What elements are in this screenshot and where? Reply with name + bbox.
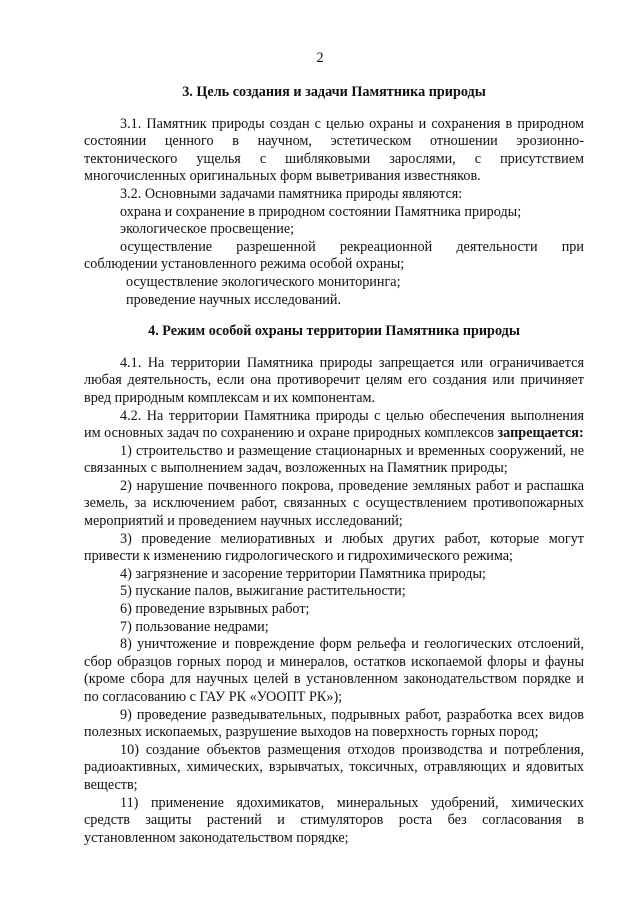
paragraph-4-2 — [84, 408, 584, 443]
prohibition-item: 6) проведение взрывных работ; — [120, 601, 310, 618]
task-item: осуществление разрешенной рекреационной деятельности при — [120, 238, 584, 255]
prohibition-item: 10) создание объектов размещения отходов производства и потребления, радиоактивных, химических, взрывчатых, токсичных, отравляющих и ядовитых веществ; — [84, 741, 584, 793]
paragraph-4-2-text: 4.2. На территории Памятника природы с целью обеспечения выполнения им основных задач по сохранению и охране природных комплексов — [84, 407, 584, 442]
prohibition-item: 7) пользование недрами; — [120, 618, 269, 635]
task-item: проведение научных исследований. — [126, 291, 342, 308]
prohibition-item: 2) нарушение почвенного покрова, проведение земляных работ и распашка земель, за исключением работ, связанных с осуществлением противопожарных мероприятий и проведением научных исследований; — [84, 477, 584, 530]
task-item: осуществление экологического мониторинга; — [126, 273, 401, 290]
task-item-continuation: соблюдении установленного режима особой охраны; — [84, 256, 405, 273]
task-item: охрана и сохранение в природном состоянии Памятника природы; — [120, 203, 522, 220]
prohibition-item: 4) загрязнение и засорение территории Памятника природы; — [120, 565, 486, 582]
paragraph-3-1: 3.1. Памятник природы создан с целью охраны и сохранения в природном состоянии ценного в научном, эстетическом отношении эрозионно-тектонического ущелья с шибляковыми зарослями, с присутствием многочисленных оригинальных форм выветривания известняков. — [84, 115, 584, 185]
prohibition-item: 9) проведение разведывательных, подрывных работ, разработка всех видов полезных ископаемых, разрушение выходов на поверхность горных пород; — [84, 706, 584, 741]
section-4-title: 4. Режим особой охраны территории Памятника природы — [148, 323, 520, 340]
prohibited-label: запрещается: — [497, 425, 584, 442]
page-number: 2 — [316, 50, 324, 66]
task-item: экологическое просвещение; — [120, 221, 295, 238]
paragraph-4-1: 4.1. На территории Памятника природы запрещается или ограничивается любая деятельность, если она противоречит целям его создания или причиняет вред природным комплексам и их компонентам. — [84, 354, 584, 406]
section-3-title: 3. Цель создания и задачи Памятника природы — [182, 84, 486, 100]
prohibition-item: 11) применение ядохимикатов, минеральных удобрений, химических средств защиты растений и стимуляторов роста без согласования в установленном законодательством порядке; — [84, 794, 584, 846]
prohibition-item: 5) пускание палов, выжигание растительности; — [120, 583, 406, 600]
paragraph-3-2: 3.2. Основными задачами памятника природы являются: — [120, 185, 463, 202]
prohibition-item: 1) строительство и размещение стационарных и временных сооружений, не связанных с выполнением задач, возложенных на Памятник природы; — [84, 442, 584, 477]
prohibition-item: 8) уничтожение и повреждение форм рельефа и геологических отслоений, сбор образцов горных пород и минералов, остатков ископаемой флоры и фауны (кроме сбора для научных целей в установленном законодательством порядке и по согласованию с ГАУ РК «УООПТ РК»); — [84, 636, 584, 705]
prohibition-item: 3) проведение мелиоративных и любых других работ, которые могут привести к изменению гидрологического и гидрохимического режима; — [84, 530, 584, 565]
document-body — [84, 84, 584, 847]
